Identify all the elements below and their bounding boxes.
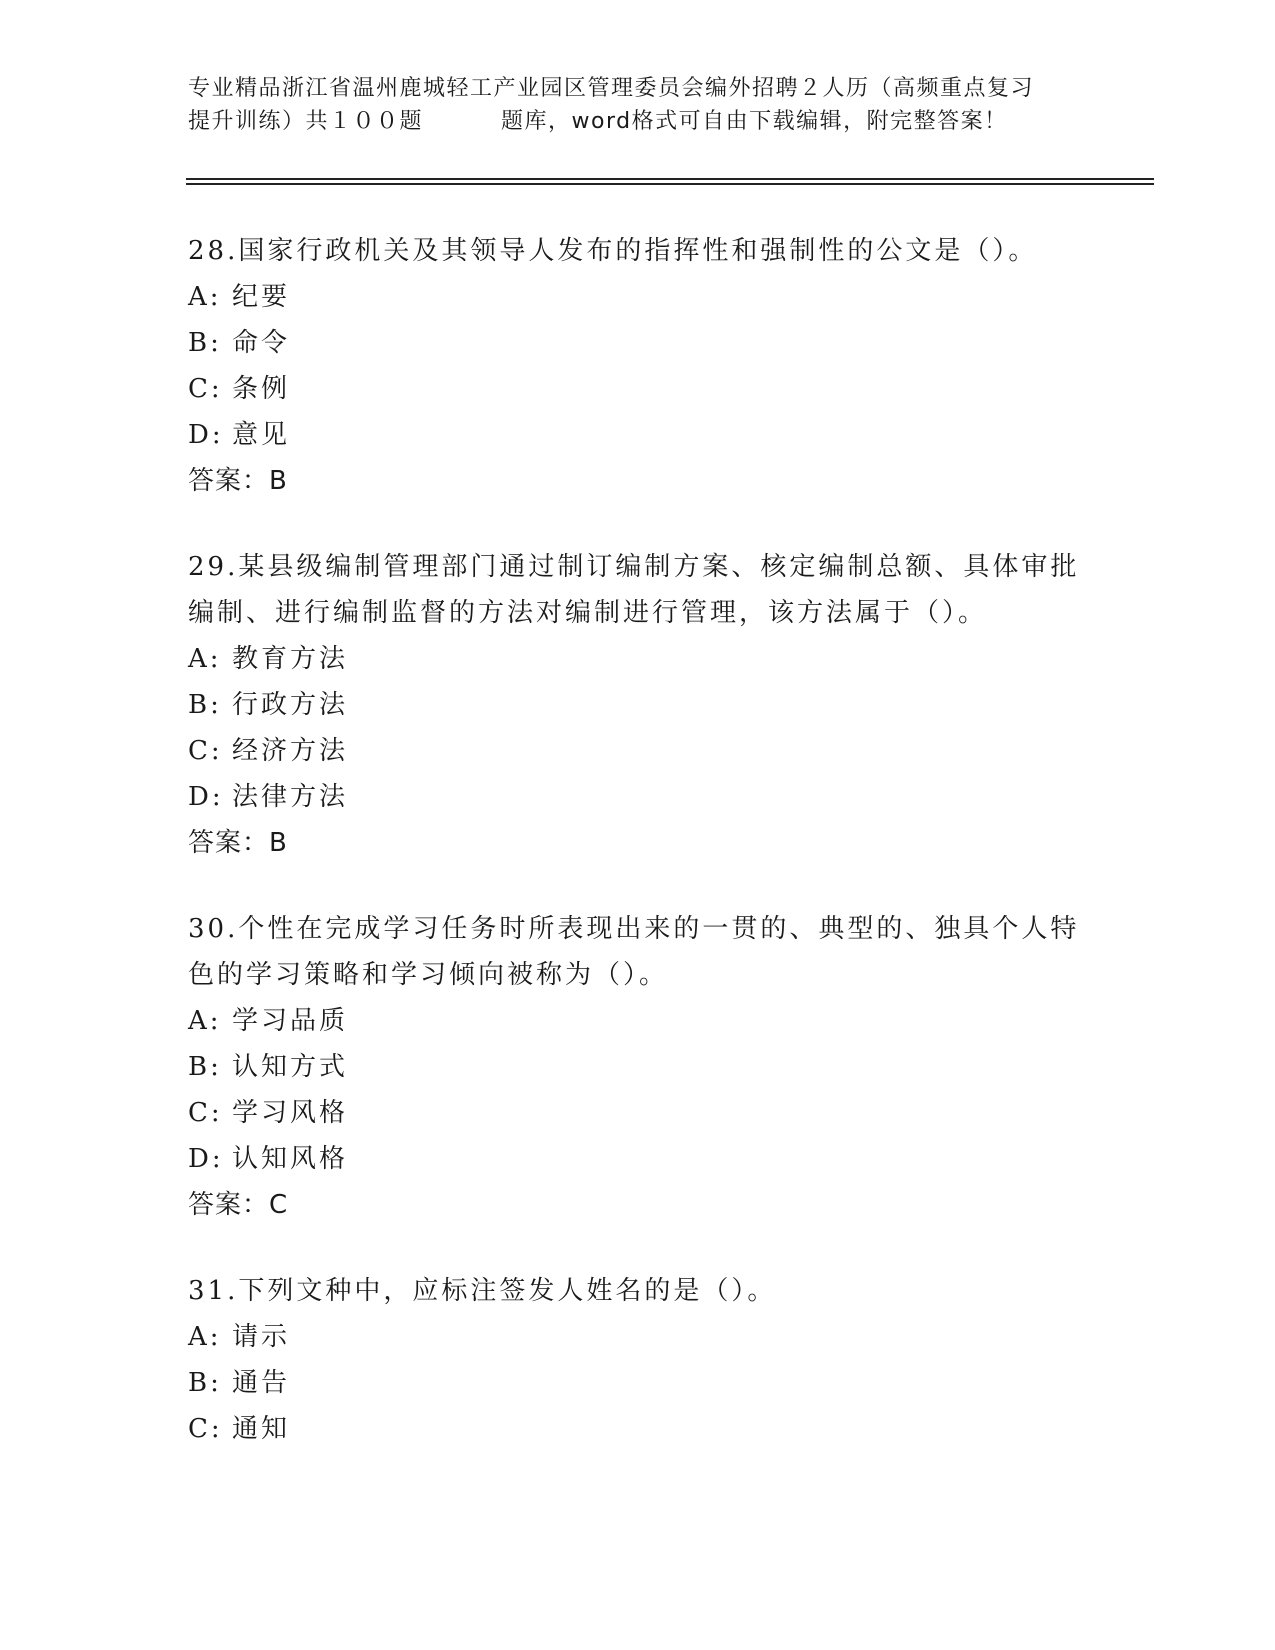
option-letter: B: [188, 690, 222, 720]
option-text: 教育方法 [232, 644, 349, 674]
option-d [188, 774, 1088, 820]
option-c [188, 366, 1088, 412]
option-a [188, 1314, 1088, 1360]
option-letter: A: [188, 282, 222, 312]
option-letter: A: [188, 1006, 222, 1036]
option-c [188, 1406, 1088, 1452]
option-b [188, 320, 1088, 366]
question-28 [188, 228, 1088, 504]
option-letter: D: [188, 420, 224, 450]
option-text: 法律方法 [232, 782, 349, 812]
option-c [188, 1090, 1088, 1136]
option-text: 通知 [232, 1414, 291, 1444]
option-letter: B: [188, 1052, 222, 1082]
header-rule-top [186, 178, 1154, 180]
option-letter: B: [188, 328, 222, 358]
option-text: 学习品质 [232, 1006, 349, 1036]
header-rule-bottom [186, 183, 1154, 185]
question-31 [188, 1268, 1088, 1452]
option-c [188, 728, 1088, 774]
answer: 答案：B [188, 828, 288, 858]
option-text: 请示 [232, 1322, 291, 1352]
option-letter: C: [188, 1414, 223, 1444]
option-d [188, 1136, 1088, 1182]
option-text: 行政方法 [232, 690, 349, 720]
answer: 答案：B [188, 466, 288, 496]
option-letter: D: [188, 782, 224, 812]
question-text: 29.某县级编制管理部门通过制订编制方案、核定编制总额、具体审批编制、进行编制监督的方法对编制进行管理，该方法属于（）。 [188, 552, 1080, 628]
document-header [188, 72, 1088, 138]
option-a [188, 274, 1088, 320]
option-a [188, 636, 1088, 682]
answer: 答案：C [188, 1190, 289, 1220]
option-text: 学习风格 [232, 1098, 349, 1128]
option-letter: C: [188, 374, 223, 404]
question-text: 31.下列文种中，应标注签发人姓名的是（）。 [188, 1276, 777, 1306]
option-letter: C: [188, 736, 223, 766]
option-text: 通告 [232, 1368, 291, 1398]
header-line-2-left: 提升训练）共１００题 [188, 109, 424, 134]
header-line-2-right: 题库，word格式可自由下载编辑，附完整答案！ [501, 109, 1008, 134]
option-b [188, 1360, 1088, 1406]
option-text: 条例 [232, 374, 291, 404]
option-letter: D: [188, 1144, 224, 1174]
question-30 [188, 906, 1088, 1228]
option-d [188, 412, 1088, 458]
option-text: 意见 [232, 420, 291, 450]
option-letter: B: [188, 1368, 222, 1398]
option-letter: A: [188, 1322, 222, 1352]
option-text: 命令 [232, 328, 291, 358]
question-text: 30.个性在完成学习任务时所表现出来的一贯的、典型的、独具个人特色的学习策略和学习倾向被称为（）。 [188, 914, 1080, 990]
option-text: 认知风格 [232, 1144, 349, 1174]
option-b [188, 682, 1088, 728]
question-text: 28.国家行政机关及其领导人发布的指挥性和强制性的公文是（）。 [188, 236, 1038, 266]
question-list [188, 228, 1088, 1492]
option-text: 认知方式 [232, 1052, 349, 1082]
option-text: 纪要 [232, 282, 291, 312]
option-b [188, 1044, 1088, 1090]
header-line-2 [188, 105, 1088, 138]
option-a [188, 998, 1088, 1044]
option-letter: C: [188, 1098, 223, 1128]
option-letter: A: [188, 644, 222, 674]
question-29 [188, 544, 1088, 866]
header-line-1: 专业精品浙江省温州鹿城轻工产业园区管理委员会编外招聘２人历（高频重点复习 [188, 76, 1035, 101]
option-text: 经济方法 [232, 736, 349, 766]
